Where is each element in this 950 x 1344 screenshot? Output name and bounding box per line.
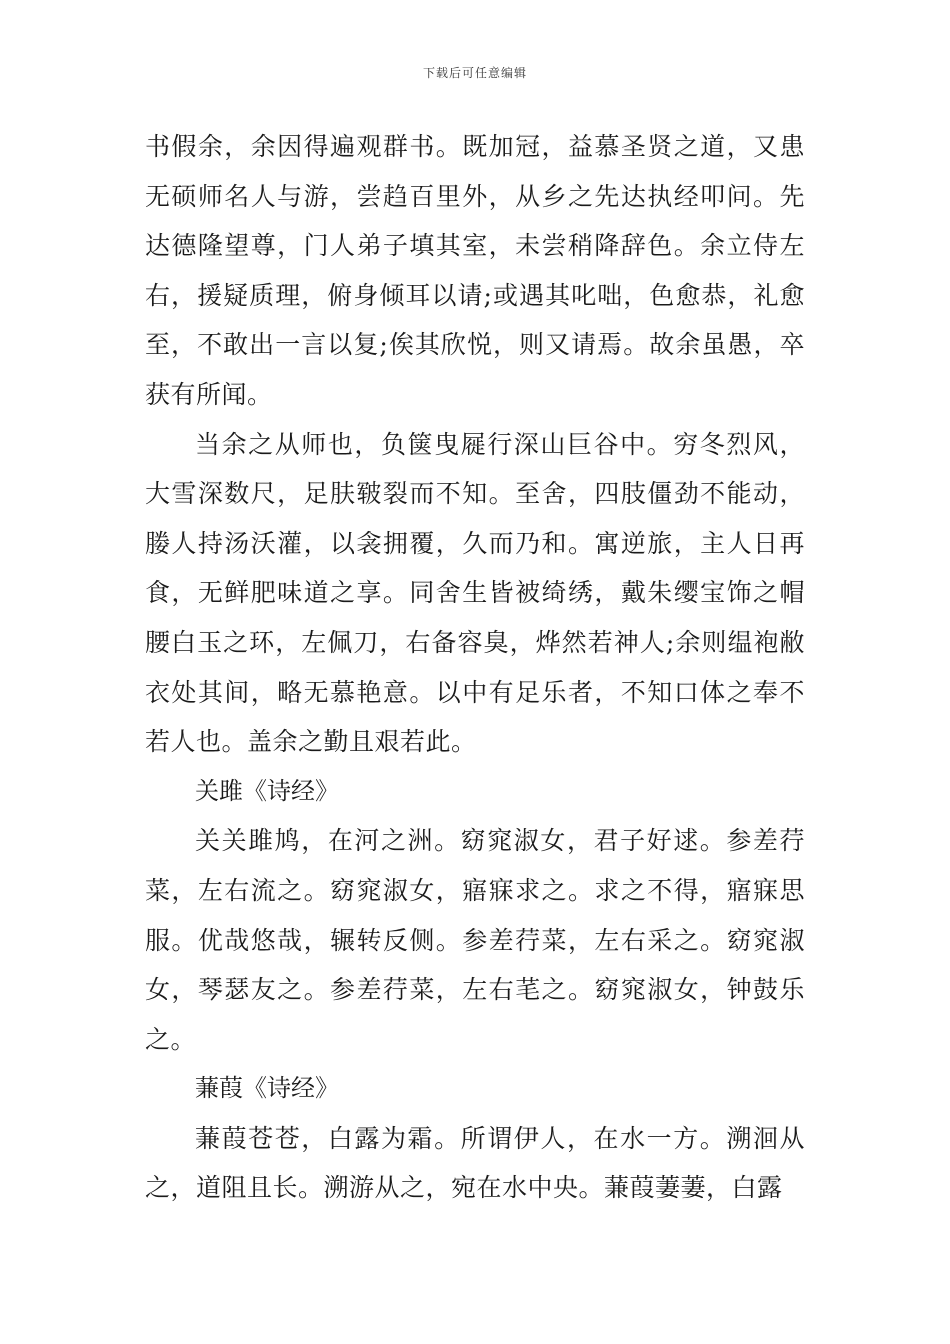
- document-body: [145, 122, 805, 1213]
- poem-title-jianjia: 蒹葭《诗经》: [195, 1074, 339, 1103]
- poem-text-guanju: 关关雎鸠，在河之洲。窈窕淑女，君子好逑。参差荇菜，左右流之。窈窕淑女，寤寐求之。求之不得，寤寐思服。优哉悠哉，辗转反侧。参差荇菜，左右采之。窈窕淑女，琴瑟友之。参差荇菜，左右芼之。窈窕淑女，钟鼓乐之。: [145, 826, 805, 1054]
- page-header: 下载后可任意编辑: [422, 66, 527, 80]
- paragraph-hardship: 当余之从师也，负箧曳屣行深山巨谷中。穷冬烈风，大雪深数尺，足肤皲裂而不知。至舍，四肢僵劲不能动，媵人持汤沃灌，以衾拥覆，久而乃和。寓逆旅，主人日再食，无鲜肥味道之享。同舍生皆被绮绣，戴朱缨宝饰之帽腰白玉之环，左佩刀，右备容臭，烨然若神人;余则缊袍敝衣处其间，略无慕艳意。以中有足乐者，不知口体之奉不若人也。盖余之勤且艰若此。: [145, 429, 805, 757]
- paragraph-reading: 书假余，余因得遍观群书。既加冠，益慕圣贤之道，又患无硕师名人与游，尝趋百里外，从乡之先达执经叩问。先达德隆望尊，门人弟子填其室，未尝稍降辞色。余立侍左右，援疑质理，俯身倾耳以请;或遇其叱咄，色愈恭，礼愈至，不敢出一言以复;俟其欣悦，则又请焉。故余虽愚，卒获有所闻。: [145, 132, 805, 409]
- poem-title-guanju: 关雎《诗经》: [195, 776, 339, 805]
- poem-text-jianjia: 蒹葭苍苍，白露为霜。所谓伊人，在水一方。溯洄从之，道阻且长。溯游从之，宛在水中央。蒹葭萋萋，白露: [145, 1123, 805, 1203]
